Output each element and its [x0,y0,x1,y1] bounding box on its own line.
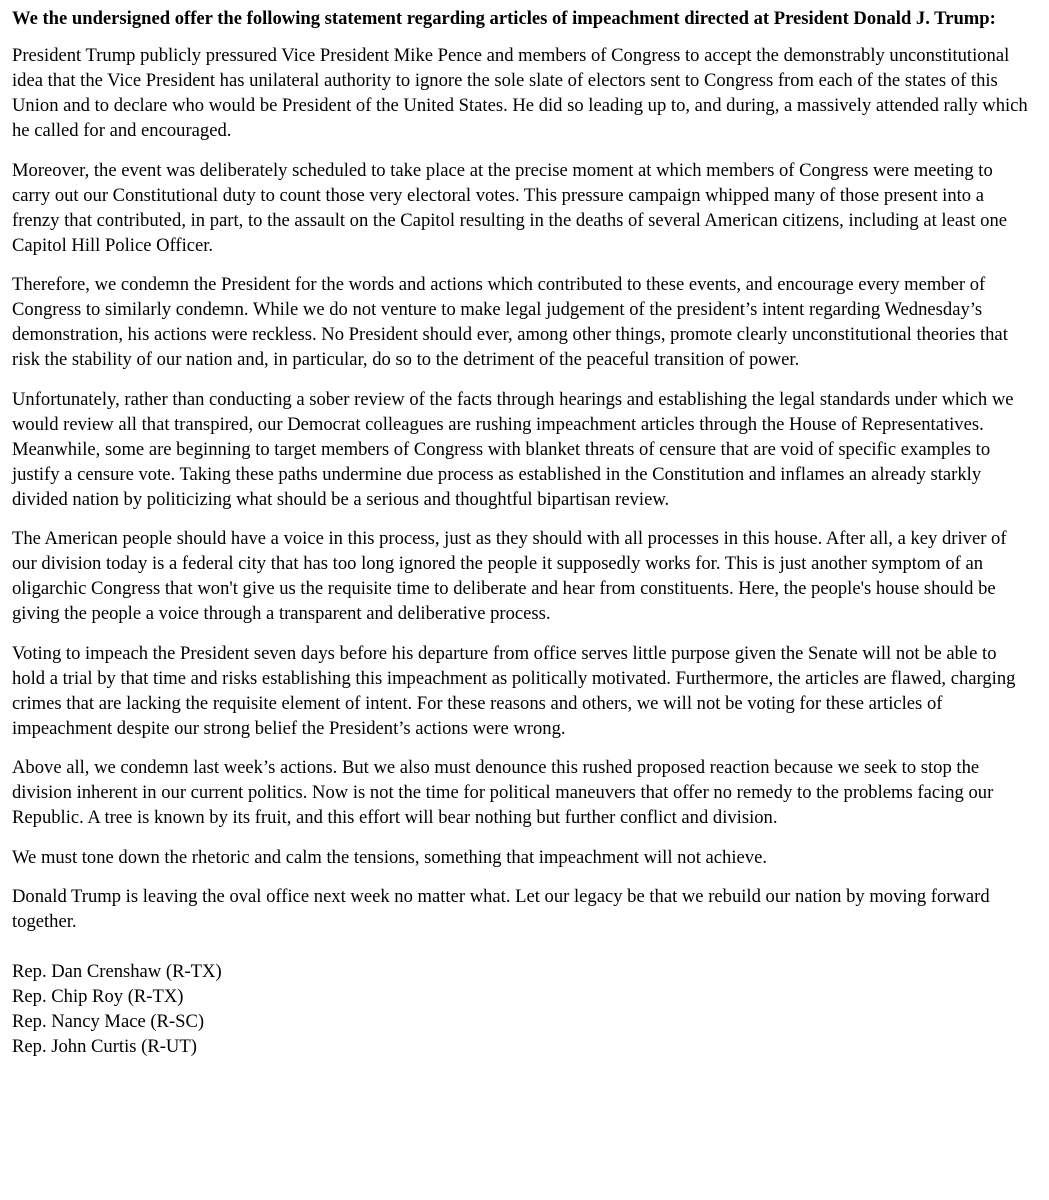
statement-document [12,6,1032,1059]
signature-list [12,959,1032,1059]
statement-heading: We the undersigned offer the following statement regarding articles of impeachment directed at President Donald J. Trump: [12,8,996,29]
paragraph-above-all: Above all, we condemn last week’s actions. But we also must denounce this rushed proposed reaction because we seek to stop the division inherent in our current politics. Now is not the time for political maneuvers that offer no remedy to the problems facing our Republic. A tree is known by its fruit, and this effort will bear nothing but further conflict and division. [12,757,994,828]
paragraph-pressure-on-pence: President Trump publicly pressured Vice President Mike Pence and members of Congress to accept the demonstrably unconstitutional idea that the Vice President has unilateral authority to ignore the sole slate of electors sent to Congress from each of the states of this Union and to declare who would be President of the United States. He did so leading up to, and during, a massively attended rally which he called for and encouraged. [12,45,1028,141]
signer-name: Rep. Nancy Mace (R-SC) [12,1011,205,1032]
paragraph-legacy: Donald Trump is leaving the oval office next week no matter what. Let our legacy be that we rebuild our nation by moving forward together. [12,886,990,932]
paragraph-voting-rationale: Voting to impeach the President seven days before his departure from office serves little purpose given the Senate will not be able to hold a trial by that time and risks establishing this impeachment as politically motivated. Furthermore, the articles are flawed, charging crimes that are lacking the requisite element of intent. For these reasons and others, we will not be voting for these articles of impeachment despite our strong belief the President’s actions were wrong. [12,642,1016,739]
signer-name: Rep. Dan Crenshaw (R-TX) [12,961,222,982]
paragraph-people-voice: The American people should have a voice in this process, just as they should with all processes in this house. After all, a key driver of our division today is a federal city that has too long ignored the people it supposedly works for. This is just another symptom of an oligarchic Congress that won't give us the requisite time to deliberate and hear from constituents. Here, the people's house should be giving the people a voice through a transparent and deliberative process. [12,528,1007,624]
signer-name: Rep. John Curtis (R-UT) [12,1036,197,1057]
paragraph-condemnation: Therefore, we condemn the President for the words and actions which contributed to these events, and encourage every member of Congress to similarly condemn. While we do not venture to make legal judgement of the president’s intent regarding Wednesday’s demonstration, his actions were reckless. No President should ever, among other things, promote clearly unconstitutional theories that risk the stability of our nation and, in particular, do so to the detriment of the peaceful transition of power. [12,274,1008,370]
paragraph-rushed-impeachment: Unfortunately, rather than conducting a sober review of the facts through hearings and establishing the legal standards under which we would review all that transpired, our Democrat colleagues are rushing impeachment articles through the House of Representatives. Meanwhile, some are beginning to target members of Congress with blanket threats of censure that are void of specific examples to justify a censure vote. Taking these paths undermine due process as established in the Constitution and inflames an already starkly divided nation by politicizing what should be a serious and thoughtful bipartisan review. [12,388,1014,510]
paragraph-event-timing: Moreover, the event was deliberately scheduled to take place at the precise moment at which members of Congress were meeting to carry out our Constitutional duty to count those very electoral votes. This pressure campaign whipped many of those present into a frenzy that contributed, in part, to the assault on the Capitol resulting in the deaths of several American citizens, including at least one Capitol Hill Police Officer. [12,159,1007,256]
paragraph-tone-down: We must tone down the rhetoric and calm the tensions, something that impeachment will not achieve. [12,846,767,868]
statement-body [12,43,1032,934]
signer-name: Rep. Chip Roy (R-TX) [12,986,184,1007]
